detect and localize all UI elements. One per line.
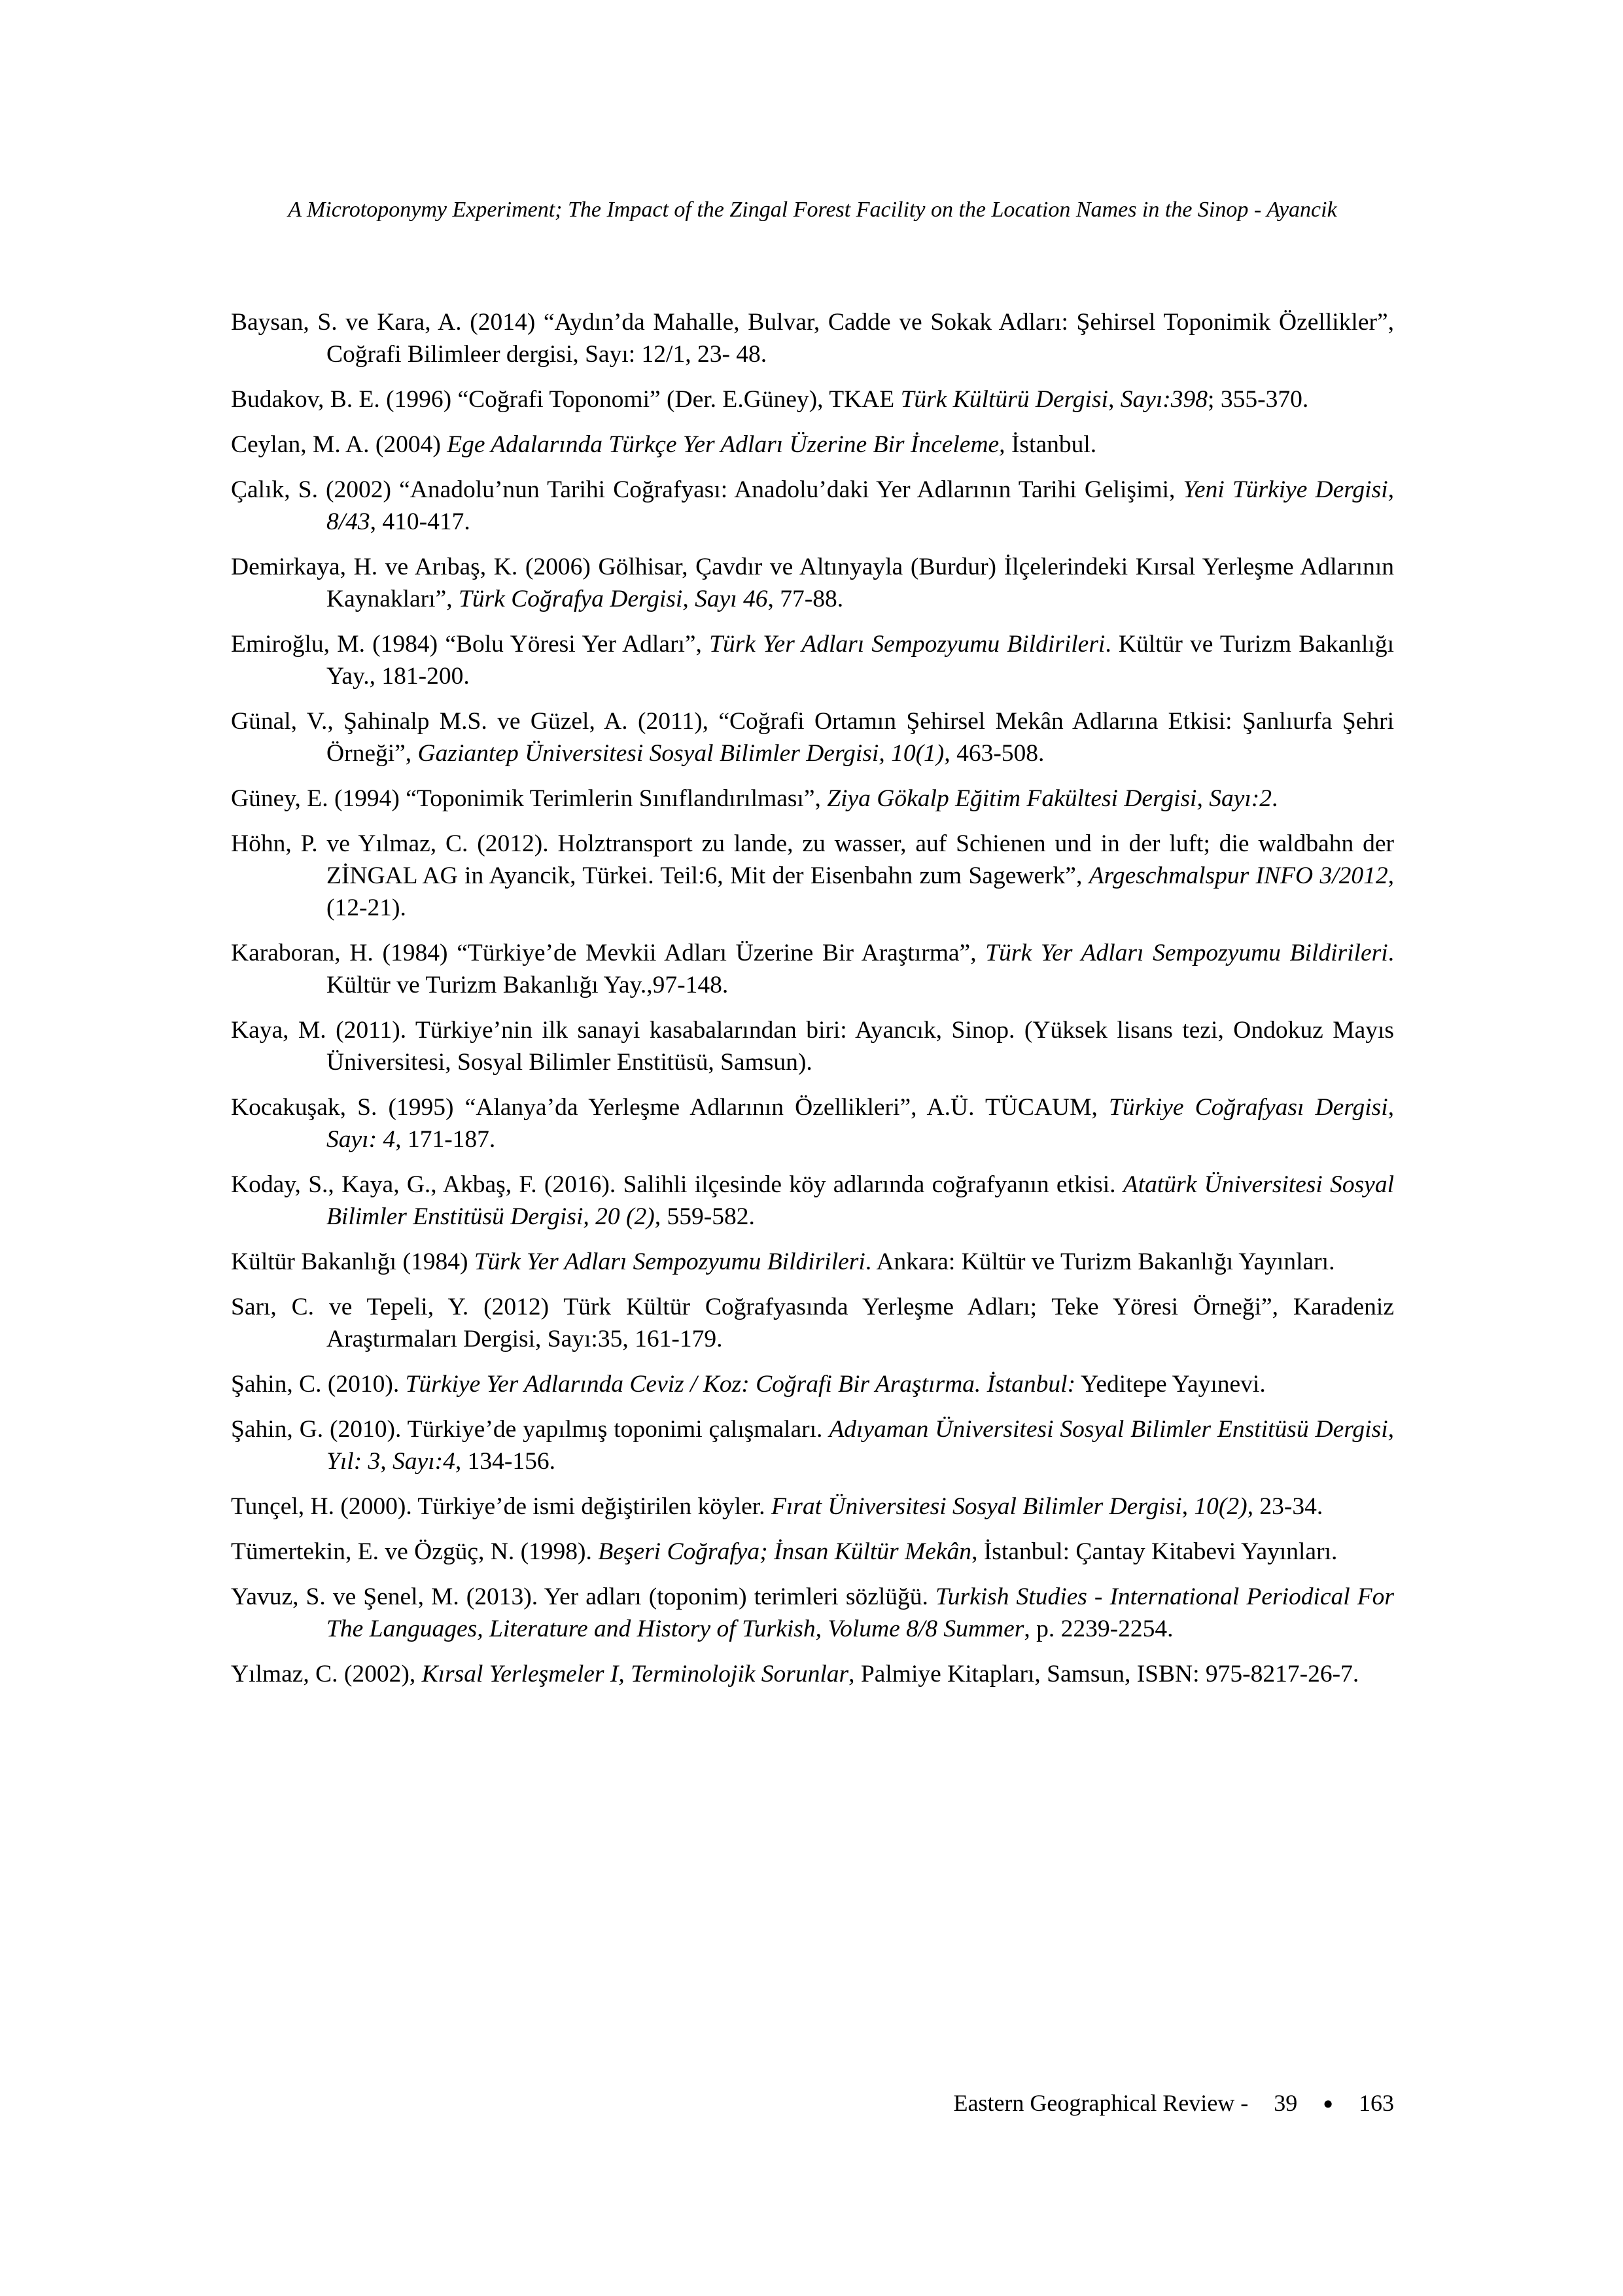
reference-text-run: Çalık, S. (2002) “Anadolu’nun Tarihi Coğrafyası: Anadolu’daki Yer Adlarının Tarihi Gelişimi, [231,476,1183,503]
reference-entry [231,429,1394,461]
running-title: A Microtoponymy Experiment; The Impact of the Zingal Forest Facility on the Location Names in the Sinop - Ayancik [288,198,1337,222]
reference-text-run: Karaboran, H. (1984) “Türkiye’de Mevkii Adları Üzerine Bir Araştırma”, [231,940,986,966]
reference-text-run: Şahin, G. (2010). Türkiye’de yapılmış toponimi çalışmaları. [231,1416,829,1443]
reference-italic-run: Yeni Türkiye Dergisi, 8/43 [326,476,1394,535]
reference-text-run: İstanbul. [1005,431,1097,458]
reference-text-run: Yılmaz, C. (2002), [231,1661,422,1687]
reference-text-run: Baysan, S. ve Kara, A. (2014) “Aydın’da Mahalle, Bulvar, Cadde ve Sokak Adları: Şehirsel Toponimik Özellikler”, Coğrafi Bilimleer dergisi, Sayı: 12/1, 23- 48. [231,309,1394,368]
reference-entry [231,474,1394,538]
reference-italic-run: Türk Yer Adları Sempozyumu Bildirileri [985,940,1388,966]
reference-text-run: Tümertekin, E. ve Özgüç, N. (1998). [231,1538,599,1565]
reference-italic-run: Türkiye Coğrafyası Dergisi, Sayı: 4, [326,1094,1395,1153]
reference-text-run: Yavuz, S. ve Şenel, M. (2013). Yer adları (toponim) terimleri sözlüğü. [231,1583,935,1610]
reference-text-run: Demirkaya, H. ve Arıbaş, K. (2006) Gölhisar, Çavdır ve Altınyayla (Burdur) İlçelerindeki Kırsal Yerleşme Adlarının Kaynakları”, [231,554,1394,612]
reference-text-run: Ceylan, M. A. (2004) [231,431,447,458]
page-footer [231,2089,1394,2118]
reference-italic-run: Beşeri Coğrafya; İnsan Kültür Mekân [598,1538,972,1565]
reference-text-run: Kocakuşak, S. (1995) “Alanya’da Yerleşme Adlarının Özellikleri”, A.Ü. TÜCAUM, [231,1094,1109,1121]
reference-text-run: Kaya, M. (2011). Türkiye’nin ilk sanayi kasabalarından biri: Ayancık, Sinop. (Yüksek lisans tezi, Ondokuz Mayıs Üniversitesi, Sosyal Bilimler Enstitüsü, Samsun). [231,1017,1394,1076]
reference-text-run: Güney, E. (1994) “Toponimik Terimlerin Sınıflandırılması”, [231,785,828,812]
reference-italic-run: Atatürk Üniversitesi Sosyal Bilimler Enstitüsü Dergisi, 20 (2), [326,1171,1394,1230]
reference-text-run: Höhn, P. ve Yılmaz, C. (2012). Holztransport zu lande, zu wasser, auf Schienen und in der luft; die waldbahn der ZİNGAL AG in Ayancik, Türkei. Teil:6, Mit der Eisenbahn zum Sagewerk”, [231,830,1394,889]
reference-entry [231,628,1394,692]
reference-text-run: 559-582. [661,1203,755,1230]
reference-text-run: , 410-417. [370,508,470,535]
reference-text-run: Emiroğlu, M. (1984) “Bolu Yöresi Yer Adları”, [231,631,710,658]
reference-text-run: , İstanbul: Çantay Kitabevi Yayınları. [971,1538,1338,1565]
journal-issue-number: 39 [1274,2090,1298,2116]
reference-text-run: . Ankara: Kültür ve Turizm Bakanlığı Yayınları. [865,1248,1335,1275]
reference-text-run: Şahin, C. (2010). [231,1371,406,1398]
reference-text-run: . [1272,785,1278,812]
reference-italic-run: Türk Coğrafya Dergisi, Sayı 46 [458,586,768,612]
reference-text-run: Günal, V., Şahinalp M.S. ve Güzel, A. (2011), “Coğrafi Ortamın Şehirsel Mekân Adlarına Etkisi: Şanlıurfa Şehri Örneği”, [231,708,1394,767]
footer-bullet-icon: ● [1323,2094,1333,2113]
reference-text-run: Tunçel, H. (2000). Türkiye’de ismi değiştirilen köyler. [231,1493,771,1520]
reference-italic-run: Türk Yer Adları Sempozyumu Bildirileri [709,631,1106,658]
reference-text-run: 134-156. [461,1448,555,1475]
references-list [231,306,1394,1703]
reference-entry [231,937,1394,1001]
reference-text-run: Yeditepe Yayınevi. [1075,1371,1266,1398]
reference-text-run: . Kültür ve Turizm Bakanlığı Yay.,97-148. [326,940,1394,998]
reference-italic-run: Gaziantep Üniversitesi Sosyal Bilimler Dergisi, 10(1), [417,740,951,767]
reference-text-run: Sarı, C. ve Tepeli, Y. (2012) Türk Kültür Coğrafyasında Yerleşme Adları; Teke Yöresi Örneği”, Karadeniz Araştırmaları Dergisi, Sayı:35, 161-179. [231,1294,1394,1352]
reference-entry [231,1368,1394,1400]
reference-entry [231,1491,1394,1523]
journal-name: Eastern Geographical Review - [953,2090,1249,2116]
reference-text-run: Kültür Bakanlığı (1984) [231,1248,474,1275]
reference-italic-run: Fırat Üniversitesi Sosyal Bilimler Dergisi, 10(2), [771,1493,1254,1520]
reference-entry [231,828,1394,924]
reference-entry [231,1413,1394,1477]
reference-entry [231,1169,1394,1233]
reference-entry [231,705,1394,769]
reference-text-run: 463-508. [950,740,1045,767]
reference-entry [231,1091,1394,1156]
reference-italic-run: Türkiye Yer Adlarında Ceviz / Koz: Coğrafi Bir Araştırma. İstanbul: [405,1371,1076,1398]
reference-entry [231,1291,1394,1355]
reference-entry [231,1014,1394,1078]
reference-text-run: , 77-88. [767,586,844,612]
reference-entry [231,383,1394,415]
reference-italic-run: Türk Kültürü Dergisi, Sayı:398 [900,386,1208,413]
reference-text-run: , p. 2239-2254. [1024,1616,1174,1642]
reference-italic-run: Adıyaman Üniversitesi Sosyal Bilimler Enstitüsü Dergisi, Yıl: 3, Sayı:4, [326,1416,1394,1475]
reference-italic-run: Turkish Studies - International Periodical For The Languages, Literature and History of Turkish, Volume 8/8 Summer [326,1583,1394,1642]
reference-entry [231,551,1394,615]
reference-entry [231,783,1394,815]
reference-italic-run: Türk Yer Adları Sempozyumu Bildirileri [474,1248,865,1275]
reference-italic-run: Kırsal Yerleşmeler I, Terminolojik Sorunlar [421,1661,849,1687]
reference-text-run: Koday, S., Kaya, G., Akbaş, F. (2016). Salihli ilçesinde köy adlarında coğrafyanın etkisi. [231,1171,1123,1198]
reference-entry [231,1536,1394,1568]
reference-italic-run: Argeschmalspur INFO 3/2012, [1089,862,1394,889]
reference-entry [231,306,1394,370]
page-number: 163 [1359,2090,1394,2116]
reference-entry [231,1246,1394,1278]
reference-text-run: Budakov, B. E. (1996) “Coğrafi Toponomi” (Der. E.Güney), TKAE [231,386,901,413]
reference-italic-run: Ziya Gökalp Eğitim Fakültesi Dergisi, Sayı:2 [827,785,1272,812]
reference-italic-run: Ege Adalarında Türkçe Yer Adları Üzerine Bir İnceleme, [447,431,1005,458]
reference-text-run: (12-21). [326,894,406,921]
reference-entry [231,1581,1394,1645]
reference-text-run: 23-34. [1253,1493,1323,1520]
reference-entry [231,1658,1394,1690]
reference-text-run: 171-187. [401,1126,496,1153]
reference-text-run: ; 355-370. [1208,386,1309,413]
reference-text-run: , Palmiye Kitapları, Samsun, ISBN: 975-8217-26-7. [848,1661,1359,1687]
reference-text-run: . Kültür ve Turizm Bakanlığı Yay., 181-200. [326,631,1394,690]
